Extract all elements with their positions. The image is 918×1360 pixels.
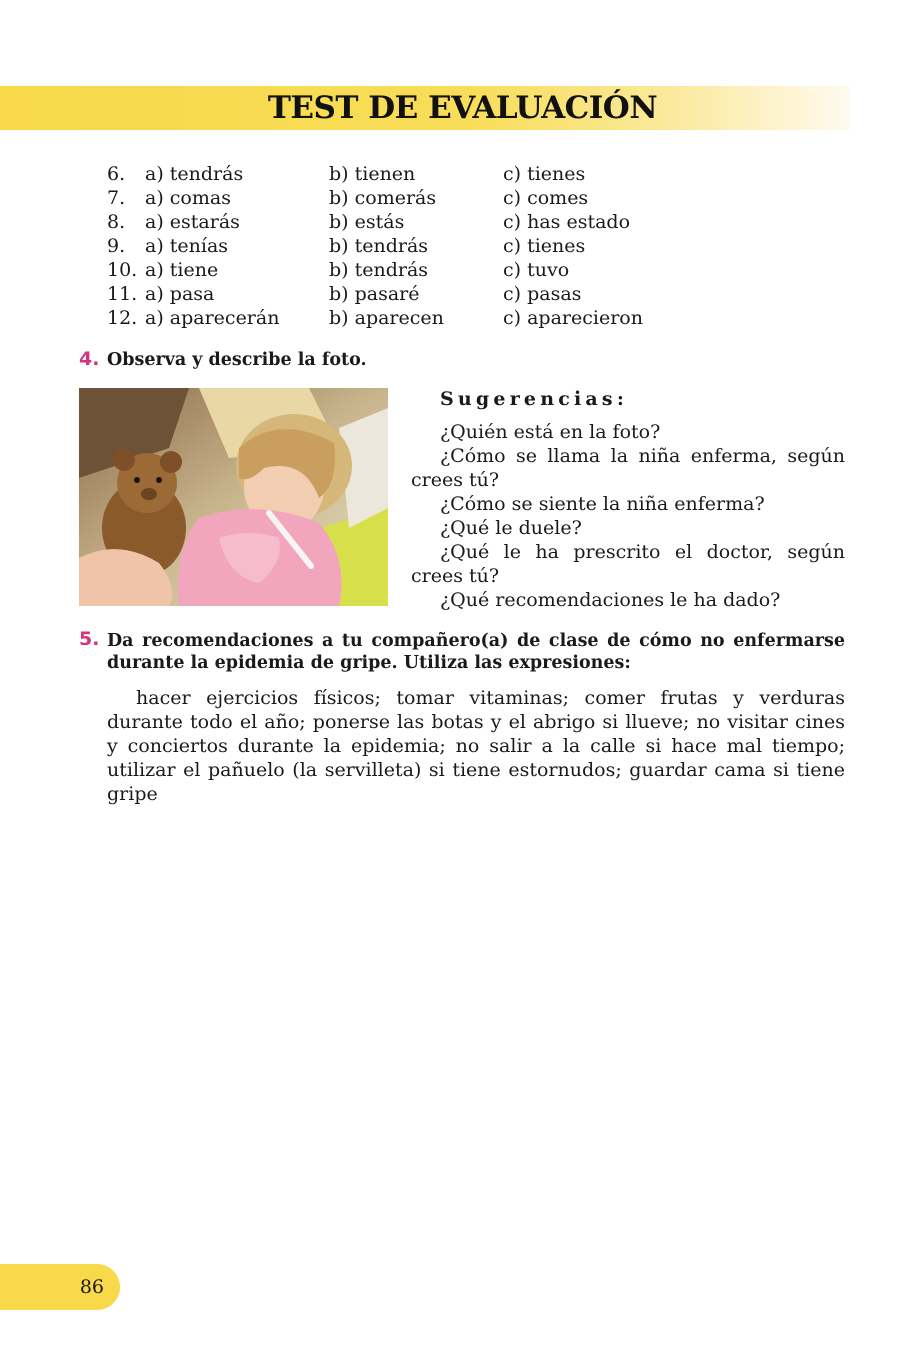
option-c: c) tuvo xyxy=(503,259,570,281)
option-c: c) comes xyxy=(503,187,589,209)
question: ¿Cómo se llama la niña enferma, según crees tú? xyxy=(411,445,845,491)
answer-options-list xyxy=(107,162,667,330)
task-4-number: 4. xyxy=(79,348,100,370)
list-item xyxy=(107,306,667,330)
item-number: 10. xyxy=(107,259,138,281)
list-item xyxy=(107,162,667,186)
option-a: a) estarás xyxy=(145,211,240,233)
option-b: b) estás xyxy=(329,211,405,233)
item-number: 11. xyxy=(107,283,138,305)
option-a: a) tenías xyxy=(145,235,229,257)
question: ¿Qué recomendaciones le ha dado? xyxy=(440,589,781,611)
option-b: b) pasaré xyxy=(329,283,420,305)
option-b: b) aparecen xyxy=(329,307,444,329)
option-b: b) comerás xyxy=(329,187,437,209)
option-c: c) tienes xyxy=(503,235,586,257)
option-c: c) tienes xyxy=(503,163,586,185)
item-number: 8. xyxy=(107,211,126,233)
list-item xyxy=(107,282,667,306)
option-b: b) tendrás xyxy=(329,259,429,281)
option-a: a) tendrás xyxy=(145,163,244,185)
option-c: c) has estado xyxy=(503,211,631,233)
option-a: a) pasa xyxy=(145,283,215,305)
item-number: 12. xyxy=(107,307,138,329)
task-4-instruction: Observa y describe la foto. xyxy=(107,350,367,370)
list-item xyxy=(107,258,667,282)
question: ¿Qué le ha prescrito el doctor, según crees tú? xyxy=(411,541,845,587)
question: ¿Cómo se siente la niña enferma? xyxy=(440,493,765,515)
item-number: 7. xyxy=(107,187,126,209)
option-a: a) aparecerán xyxy=(145,307,280,329)
page-title: TEST DE EVALUACIÓN xyxy=(267,90,658,126)
option-b: b) tienen xyxy=(329,163,416,185)
sick-girl-photo xyxy=(79,388,388,606)
option-a: a) tiene xyxy=(145,259,219,281)
task-5-instruction: Da recomendaciones a tu compañero(a) de clase de cómo no enfermarse durante la epidemia de gripe. Utiliza las expresiones: xyxy=(107,631,845,673)
suggestions-title: Sugerencias: xyxy=(440,388,629,410)
item-number: 6. xyxy=(107,163,126,185)
list-item xyxy=(107,234,667,258)
expressions-paragraph: hacer ejercicios físicos; tomar vitaminas; comer frutas y verduras durante todo el año; ponerse las botas y el abrigo si llueve; no visitar cines y conciertos durante la epidemia; no salir a la calle si hace mal tiempo; utilizar el pañuelo (la servilleta) si tiene estornudos; guardar cama si tiene gripe xyxy=(107,687,845,805)
list-item xyxy=(107,186,667,210)
list-item xyxy=(107,210,667,234)
task-5-number: 5. xyxy=(79,628,100,650)
option-a: a) comas xyxy=(145,187,231,209)
question: ¿Quién está en la foto? xyxy=(440,421,661,443)
option-c: c) pasas xyxy=(503,283,582,305)
option-b: b) tendrás xyxy=(329,235,429,257)
item-number: 9. xyxy=(107,235,126,257)
suggestions-list xyxy=(411,420,845,612)
question: ¿Qué le duele? xyxy=(440,517,582,539)
page-number: 86 xyxy=(79,1276,104,1298)
option-c: c) aparecieron xyxy=(503,307,643,329)
